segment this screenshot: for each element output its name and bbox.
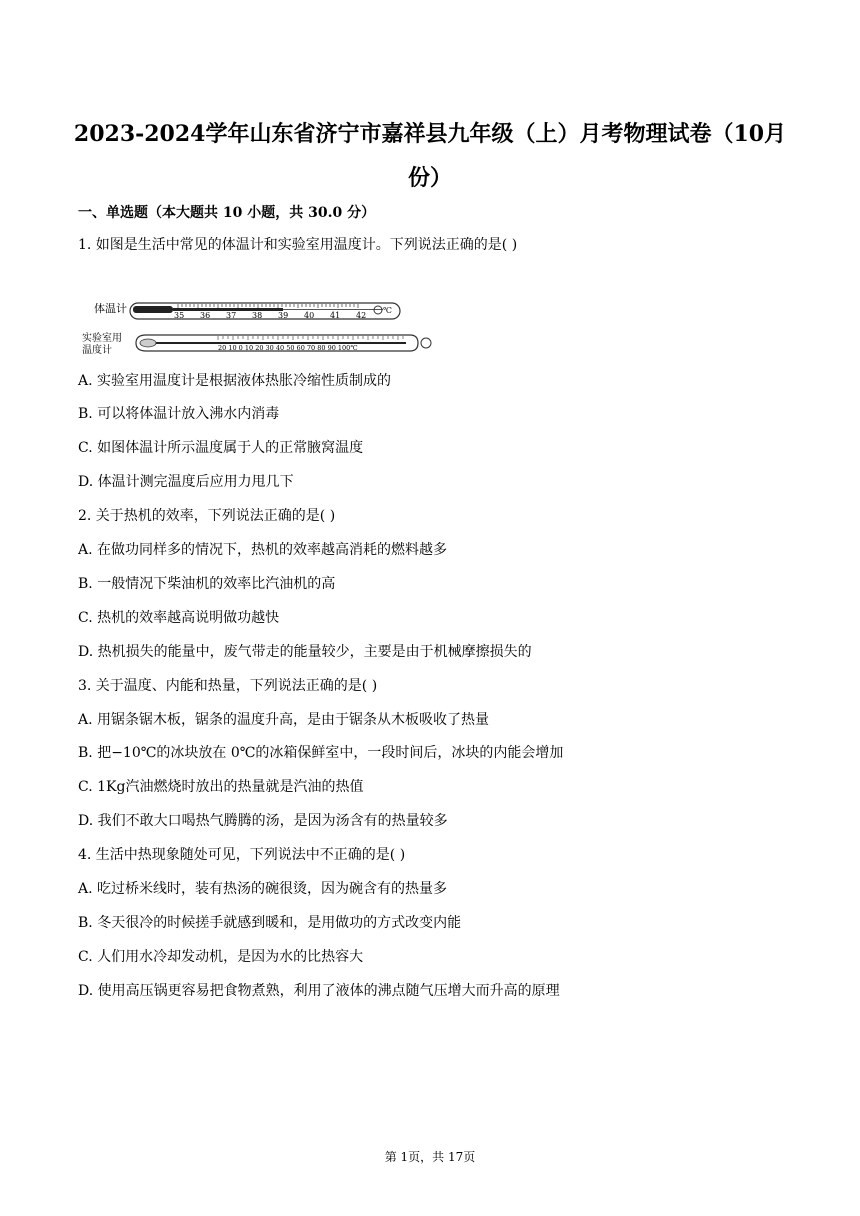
lab-thermometer-bulb — [140, 339, 156, 347]
question-3-option-d: D. 我们不敢大口喝热气腾腾的汤，是因为汤含有的热量较多 — [78, 813, 448, 829]
clinical-tick-label: 42 — [356, 311, 367, 320]
question-3-option-c: C. 1Kg汽油燃烧时放出的热量就是汽油的热值 — [78, 779, 364, 795]
lab-thermometer-label-line1: 实验室用 — [82, 333, 122, 344]
clinical-tick-label: 41 — [330, 311, 341, 320]
clinical-thermometer-label: 体温计 — [94, 302, 127, 315]
question-3-option-a: A. 用锯条锯木板，锯条的温度升高，是由于锯条从木板吸收了热量 — [78, 712, 490, 728]
clinical-tick-label: 38 — [252, 311, 263, 320]
question-4-option-a: A. 吃过桥米线时，装有热汤的碗很烫，因为碗含有的热量多 — [78, 881, 448, 897]
clinical-tick-label: 36 — [200, 311, 211, 320]
question-1-option-d: D. 体温计测完温度后应用力甩几下 — [78, 474, 294, 490]
clinical-tick-label: 35 — [174, 311, 185, 320]
question-3-option-b: B. 把−10℃的冰块放在 0℃的冰箱保鲜室中，一段时间后，冰块的内能会增加 — [78, 745, 564, 761]
thermometer-illustration — [78, 293, 438, 363]
clinical-tick-label: 37 — [226, 311, 237, 320]
question-1-option-a: A. 实验室用温度计是根据液体热胀冷缩性质制成的 — [78, 373, 392, 389]
question-1-stem: 1. 如图是生活中常见的体温计和实验室用温度计。下列说法正确的是( ) — [78, 237, 518, 253]
question-2-option-b: B. 一般情况下柴油机的效率比汽油机的高 — [78, 576, 336, 592]
clinical-tick-label: 40 — [304, 311, 315, 320]
question-1-option-b: B. 可以将体温计放入沸水内消毒 — [78, 406, 280, 422]
section-heading: 一、单选题（本大题共 10 小题，共 30.0 分） — [78, 205, 376, 221]
question-3-stem: 3. 关于温度、内能和热量，下列说法正确的是( ) — [78, 678, 378, 694]
question-4-stem: 4. 生活中热现象随处可见，下列说法中不正确的是( ) — [78, 847, 406, 863]
clinical-thermometer-bulb — [133, 306, 173, 313]
question-1-option-c: C. 如图体温计所示温度属于人的正常腋窝温度 — [78, 440, 364, 456]
question-4-option-c: C. 人们用水冷却发动机，是因为水的比热容大 — [78, 949, 364, 965]
clinical-tick-label: 39 — [278, 311, 289, 320]
clinical-capillary — [283, 309, 383, 310]
question-4-option-d: D. 使用高压锅更容易把食物煮熟，利用了液体的沸点随气压增大而升高的原理 — [78, 983, 560, 999]
lab-thermometer-label-line2: 温度计 — [82, 345, 112, 356]
question-2-stem: 2. 关于热机的效率，下列说法正确的是( ) — [78, 508, 336, 524]
lab-tick-labels: 20 10 0 10 20 30 40 50 60 70 80 90 100℃ — [218, 344, 358, 352]
question-2-option-d: D. 热机损失的能量中，废气带走的能量较少，主要是由于机械摩擦损失的 — [78, 644, 532, 660]
question-2-option-a: A. 在做功同样多的情况下，热机的效率越高消耗的燃料越多 — [78, 542, 448, 558]
thermometer-figure — [78, 293, 438, 363]
page-title: 2023-2024学年山东省济宁市嘉祥县九年级（上）月考物理试卷（10月份） — [73, 121, 787, 191]
page-footer: 第 1页，共 17页 — [384, 1150, 476, 1164]
question-4-option-b: B. 冬天很冷的时候搓手就感到暖和，是用做功的方式改变内能 — [78, 915, 462, 931]
question-2-option-c: C. 热机的效率越高说明做功越快 — [78, 610, 280, 626]
clinical-unit-label: ℃ — [383, 306, 392, 315]
lab-end-ring — [421, 338, 431, 348]
